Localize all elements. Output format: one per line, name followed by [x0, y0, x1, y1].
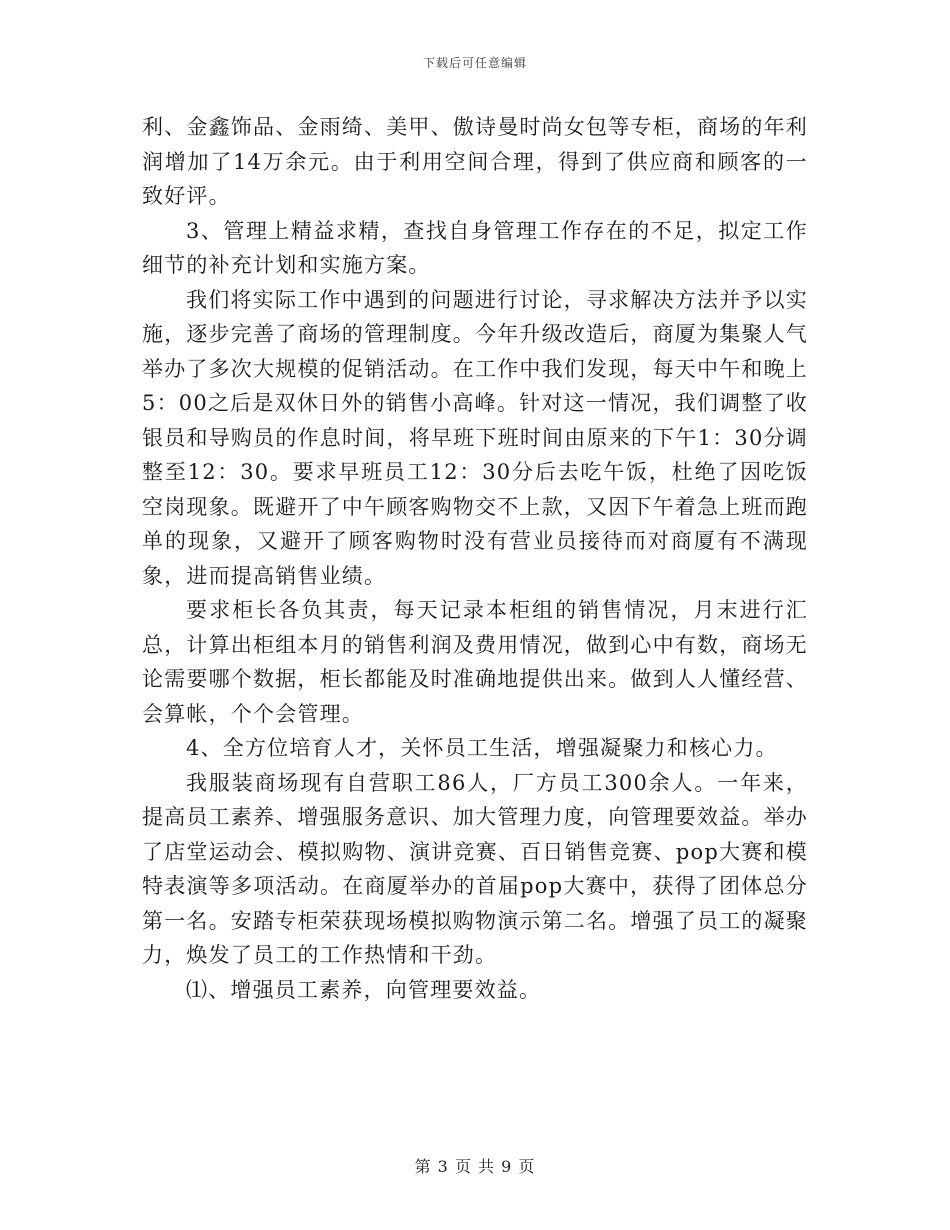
page-header: 下载后可任意编辑 — [422, 56, 527, 70]
document-body — [142, 110, 808, 1007]
paragraph: 4、全方位培育人才，关怀员工生活，增强凝聚力和核心力。 — [186, 736, 778, 760]
paragraph: 我服装商场现有自营职工86人，厂方员工300余人。一年来，提高员工素养、增强服务意识、加大管理力度，向管理要效益。举办了店堂运动会、模拟购物、演讲竞赛、百日销售竞赛、pop大赛和模特表演等多项活动。在商厦举办的首届pop大赛中，获得了团体总分第一名。安踏专柜荣获现场模拟购物演示第二名。增强了员工的凝聚力，焕发了员工的工作热情和干劲。 — [142, 770, 808, 967]
paragraph: 3、管理上精益求精，查找自身管理工作存在的不足，拟定工作细节的补充计划和实施方案。 — [142, 218, 808, 277]
page-number: 第 3 页 共 9 页 — [414, 1157, 536, 1176]
paragraph: 要求柜长各负其责，每天记录本柜组的销售情况，月末进行汇总，计算出柜组本月的销售利润及费用情况，做到心中有数，商场无论需要哪个数据，柜长都能及时准确地提供出来。做到人人懂经营、会算帐，个个会管理。 — [142, 598, 808, 726]
paragraph: ⑴、增强员工素养，向管理要效益。 — [186, 977, 542, 1002]
paragraph: 我们将实际工作中遇到的问题进行讨论，寻求解决方法并予以实施，逐步完善了商场的管理制度。今年升级改造后，商厦为集聚人气举办了多次大规模的促销活动。在工作中我们发现，每天中午和晚上5：00之后是双休日外的销售小高峰。针对这一情况，我们调整了收银员和导购员的作息时间，将早班下班时间由原来的下午1：30分调整至12：30。要求早班员工12：30分后去吃午饭，杜绝了因吃饭空岗现象。既避开了中午顾客购物交不上款，又因下午着急上班而跑单的现象，又避开了顾客购物时没有营业员接待而对商厦有不满现象，进而提高销售业绩。 — [142, 287, 808, 588]
paragraph: 利、金鑫饰品、金雨绮、美甲、傲诗曼时尚女包等专柜，商场的年利润增加了14万余元。由于利用空间合理，得到了供应商和顾客的一致好评。 — [142, 115, 808, 208]
